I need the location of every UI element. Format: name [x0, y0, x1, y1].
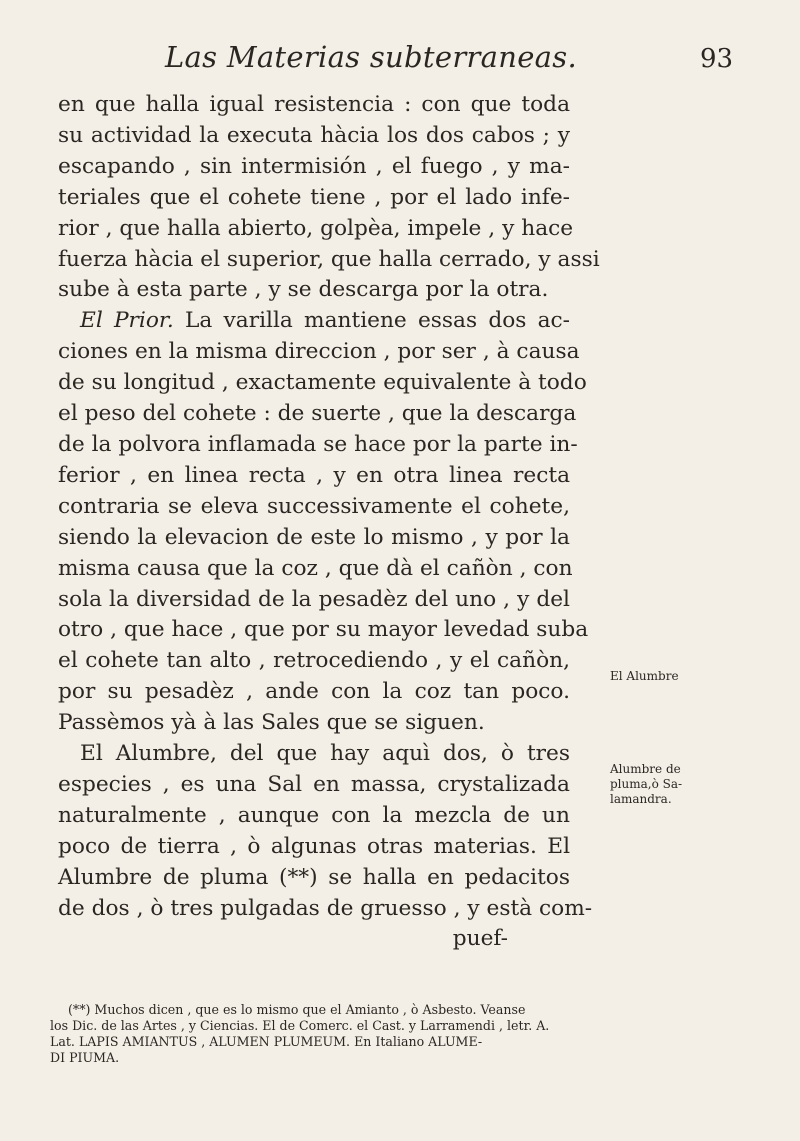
- prior-label: El Prior.: [80, 308, 174, 334]
- text-line: sube à esta parte , y se descarga por la otra.: [58, 277, 549, 303]
- footnote-line: Lat. LAPIS AMIANTUS , ALUMEN PLUMEUM. En Italiano ALUME-: [50, 1034, 483, 1049]
- text-line: de dos , ò tres pulgadas de gruesso , y està com-: [58, 895, 593, 921]
- page-number: 93: [700, 44, 734, 74]
- text-line: fuerza hàcia el superior, que halla cerrado, y assi: [58, 246, 600, 272]
- text-line: siendo la elevacion de este lo mismo , y por la: [58, 524, 570, 550]
- margin-note-line: pluma,ò Sa-: [610, 777, 683, 791]
- footnote-line: DI PIUMA.: [50, 1050, 120, 1065]
- text-line: especies , es una Sal en massa, crystalizada: [58, 771, 570, 797]
- text-line: misma causa que la coz , que dà el cañòn , con: [58, 555, 573, 581]
- text-line: Alumbre de pluma (**) se halla en pedacitos: [58, 864, 570, 890]
- text-line: contraria se eleva successivamente el cohete,: [58, 493, 570, 519]
- text-line: Passèmos yà à las Sales que se siguen.: [58, 710, 485, 736]
- margin-note-line: lamandra.: [610, 792, 672, 806]
- prior-text: La varilla mantiene essas dos ac-: [185, 308, 570, 334]
- text-line: naturalmente , aunque con la mezcla de un: [58, 802, 570, 828]
- main-text: [58, 90, 600, 955]
- text-line: ciones en la misma direccion , por ser , à causa: [58, 339, 580, 365]
- margin-note-alumbre-de-pluma: [610, 762, 682, 807]
- footnote: [50, 1002, 570, 1066]
- running-head: Las Materias subterraneas.: [165, 40, 577, 74]
- text-line: su actividad la executa hàcia los dos cabos ; y: [58, 122, 570, 148]
- text-line: teriales que el cohete tiene , por el lado infe-: [58, 184, 570, 210]
- text-line: rior , que halla abierto, golpèa, impele , y hace: [58, 215, 574, 241]
- text-line: poco de tierra , ò algunas otras materias. El: [58, 833, 570, 859]
- margin-note-line: Alumbre de: [610, 762, 681, 776]
- text-line: de su longitud , exactamente equivalente à todo: [58, 370, 587, 396]
- text-line: escapando , sin intermisión , el fuego , y ma-: [58, 153, 570, 179]
- text-line: otro , que hace , que por su mayor levedad suba: [58, 617, 589, 643]
- text-line: el peso del cohete : de suerte , que la descarga: [58, 401, 577, 427]
- footnote-line: (**) Muchos dicen , que es lo mismo que el Amianto , ò Asbesto. Veanse: [68, 1002, 526, 1017]
- text-line: ferior , en linea recta , y en otra linea recta: [58, 462, 570, 488]
- text-line: por su pesadèz , ande con la coz tan poco.: [58, 679, 570, 705]
- text-line: El Alumbre, del que hay aquì dos, ò tres: [80, 741, 570, 767]
- text-line: el cohete tan alto , retrocediendo , y el cañòn,: [58, 648, 570, 674]
- margin-note-alumbre: El Alumbre: [610, 669, 679, 683]
- text-line: sola la diversidad de la pesadèz del uno , y del: [58, 586, 570, 612]
- text-line: de la polvora inflamada se hace por la parte in-: [58, 431, 578, 457]
- catchword: puef-: [452, 926, 508, 952]
- text-line: en que halla igual resistencia : con que toda: [58, 92, 570, 117]
- footnote-line: los Dic. de las Artes , y Ciencias. El de Comerc. el Cast. y Larramendi , letr. A.: [50, 1018, 550, 1033]
- text-line-prior: [58, 306, 570, 337]
